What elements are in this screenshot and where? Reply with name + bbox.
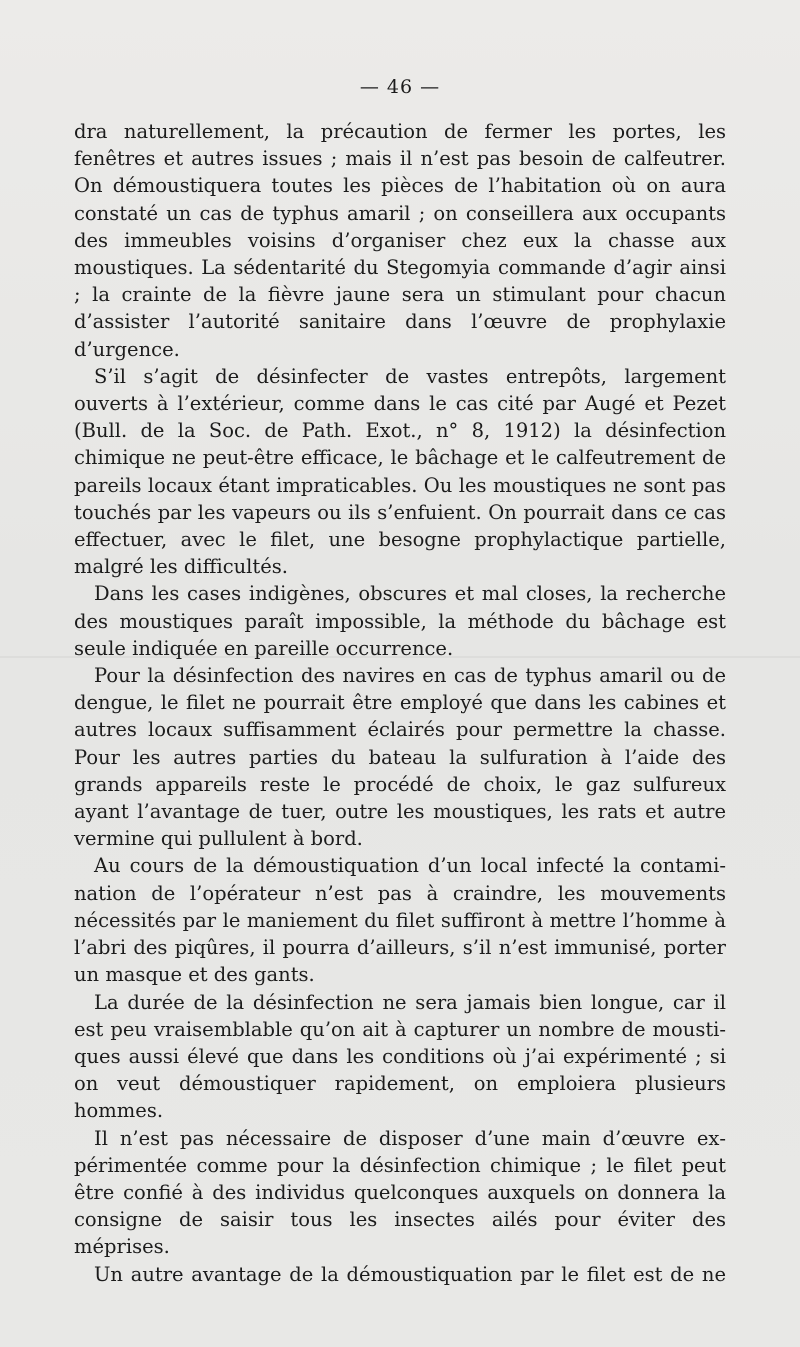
paragraph-autre-avantage: Un autre avantage de la démoustiquation par le filet est de ne — [94, 1262, 726, 1286]
paragraph-main-oeuvre: Il n’est pas nécessaire de disposer d’une main d’œuvre expérimentée comme pour la désinfection chimique ; le filet peut être confié à des individus quelconques auxquels on donnera la consigne de saisir tous les insectes ailés pour éviter des méprises. — [74, 1126, 726, 1259]
paragraph-duree: La durée de la désinfection ne sera jamais bien longue, car il est peu vraisemblable qu’on ait à capturer un nombre de moustiques aussi élevé que dans les conditions où j’ai expérimenté ; si on veut démoustiquer rapidement, on emploiera plusieurs hommes. — [74, 990, 726, 1123]
page-number: — 46 — — [359, 76, 441, 98]
paragraph-cases-indigenes: Dans les cases indigènes, obscures et mal closes, la recherche des moustiques paraît impossible, la méthode du bâchage est seule indiquée en pareille occurrence. — [74, 582, 726, 660]
body-text — [74, 118, 726, 1288]
paragraph-navires: Pour la désinfection des navires en cas de typhus amaril ou de dengue, le filet ne pourrait être employé que dans les cabines et autres locaux suffisamment éclairés pour permettre la chasse. Pour les autres parties du bateau la sulfuration à l’aide des grands appareils reste le procédé de choix, le gaz sulfureux ayant l’avantage de tuer, outre les moustiques, les rats et autre vermine qui pullulent à bord. — [74, 664, 726, 851]
paragraph-entrepots: S’il s’agit de désinfecter de vastes entrepôts, largement ouverts à l’extérieur, comme dans le cas cité par Augé et Pezet (Bull. de la Soc. de Path. Exot., n° 8, 1912) la désinfection chimique ne peut-être efficace, le bâchage et le calfeutrement de pareils locaux étant impraticables. Ou les moustiques ne sont pas touchés par les vapeurs ou ils s’enfuient. On pourrait dans ce cas effectuer, avec le filet, une besogne prophylactique partielle, malgré les difficultés. — [74, 364, 726, 579]
paragraph-contamination: Au cours de la démoustiquation d’un local infecté la contamination de l’opérateur n’est pas à craindre, les mouvements nécessités par le maniement du filet suffiront à mettre l’homme à l’abri des piqûres, il pourra d’ailleurs, s’il n’est immunisé, porter un masque et des gants. — [74, 854, 726, 987]
paragraph-continuation: dra naturellement, la précaution de fermer les portes, les fenêtres et autres issues ; mais il n’est pas besoin de calfeutrer. On démoustiquera toutes les pièces de l’habitation où on aura constaté un cas de typhus amaril ; on conseillera aux occupants des immeubles voisins d’organiser chez eux la chasse aux moustiques. La sédentarité du Stegomyia commande d’agir ainsi ; la crainte de la fièvre jaune sera un stimulant pour chacun d’assister l’autorité sanitaire dans l’œuvre de prophylaxie d’urgence. — [74, 120, 726, 361]
